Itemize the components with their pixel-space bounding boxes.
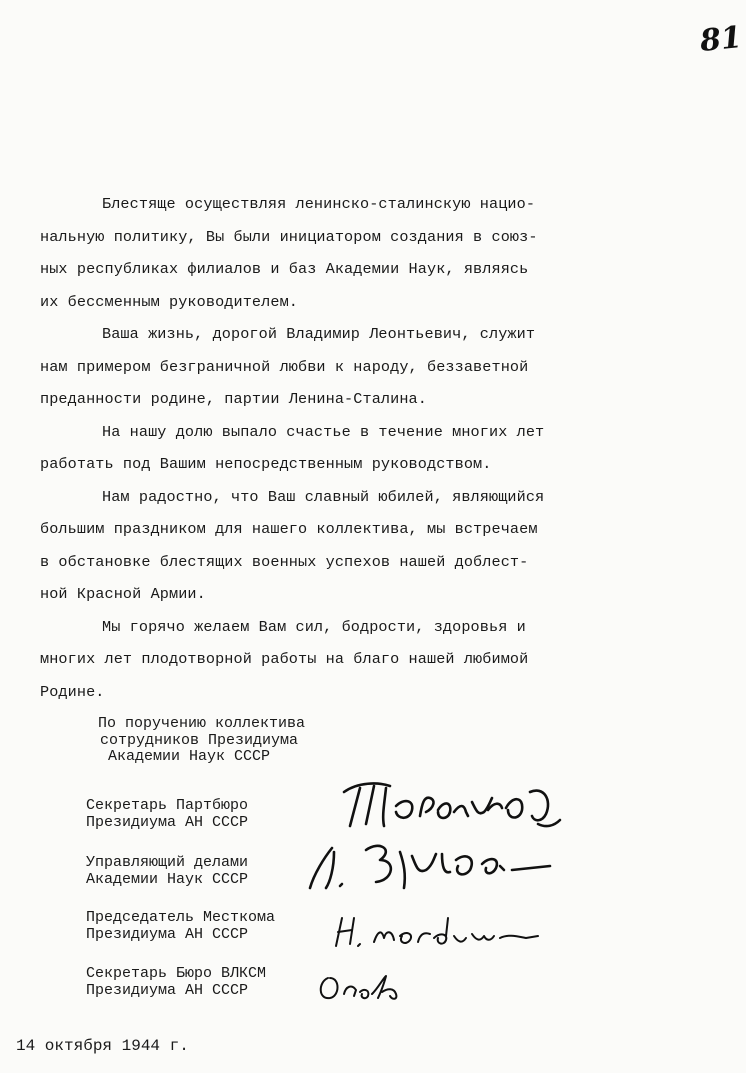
signatory-title: Председатель Месткома bbox=[86, 909, 276, 926]
body-line: в обстановке блестящих военных успехов нашей доблест- bbox=[40, 552, 529, 571]
body-line: преданности родине, партии Ленина-Сталина. bbox=[40, 390, 427, 408]
signatory-org: Президиума АН СССР bbox=[86, 925, 249, 943]
body-line: большим праздником для нашего коллектива, мы встречаем bbox=[40, 520, 538, 538]
body-line: их бессменным руководителем. bbox=[40, 292, 298, 311]
signatory-title: Управляющий делами bbox=[86, 854, 249, 871]
signatory-title: Секретарь Партбюро bbox=[86, 797, 249, 814]
body-line: На нашу долю выпало счастье в течение многих лет bbox=[102, 422, 545, 441]
signatory-local-committee bbox=[86, 910, 275, 943]
letter-body bbox=[40, 188, 580, 708]
signatory-komsomol-bureau bbox=[86, 966, 266, 999]
signatory-org: Президиума АН СССР bbox=[86, 981, 249, 999]
signatory-title: Секретарь Бюро ВЛКСМ bbox=[86, 965, 267, 982]
body-line: Блестяще осуществляя ленинско-сталинскую нацио- bbox=[102, 195, 536, 213]
body-line: работать под Вашим непосредственным руководством. bbox=[40, 455, 492, 473]
body-line: ных республиках филиалов и баз Академии Наук, являясь bbox=[40, 260, 529, 278]
signatory-org: Президиума АН СССР bbox=[86, 813, 249, 831]
body-line: многих лет плодотворной работы на благо нашей любимой bbox=[40, 650, 529, 668]
body-line: Нам радостно, что Ваш славный юбилей, являющийся bbox=[102, 487, 545, 506]
body-line: Ваша жизнь, дорогой Владимир Леонтьевич, служит bbox=[102, 325, 536, 343]
handwritten-signature bbox=[338, 776, 568, 836]
signatory-org: Академии Наук СССР bbox=[86, 870, 249, 888]
page-number: 81 bbox=[698, 19, 744, 60]
dedication-line: сотрудников Президиума bbox=[100, 731, 299, 749]
signatory-partburo bbox=[86, 798, 248, 831]
body-line: Мы горячо желаем Вам сил, бодрости, здоровья и bbox=[102, 617, 526, 636]
handwritten-signature bbox=[326, 908, 546, 952]
signatory-business-manager bbox=[86, 855, 248, 888]
handwritten-signature bbox=[300, 830, 560, 896]
body-line: ной Красной Армии. bbox=[40, 585, 206, 603]
handwritten-signature bbox=[316, 966, 406, 1006]
body-line: Родине. bbox=[40, 682, 105, 701]
dedication-line: Академии Наук СССР bbox=[108, 748, 271, 765]
document-date: 14 октября 1944 г. bbox=[16, 1037, 189, 1055]
dedication bbox=[98, 716, 305, 766]
body-line: нальную политику, Вы были инициатором создания в союз- bbox=[40, 227, 538, 246]
body-line: нам примером безграничной любви к народу, беззаветной bbox=[40, 357, 529, 376]
dedication-line: По поручению коллектива bbox=[98, 715, 306, 732]
